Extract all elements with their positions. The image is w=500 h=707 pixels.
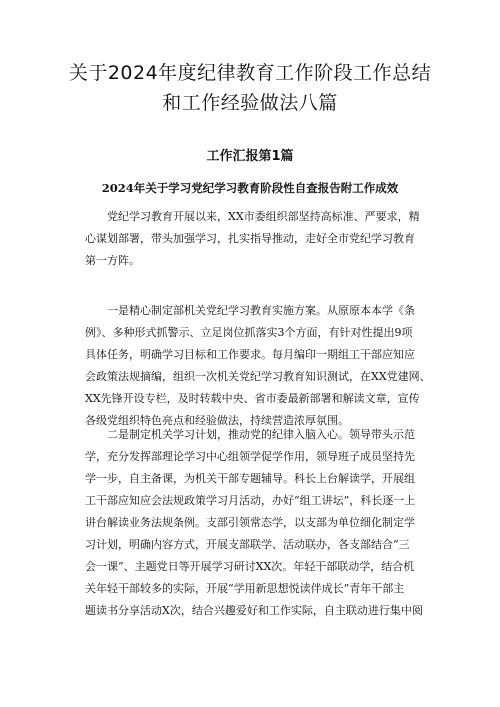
paragraph-line: 会一课”、主题党日等开展学习研讨XX次。年轻干部联动学，结合机 (85, 560, 415, 573)
paragraph-line: 第一方阵。 (85, 254, 140, 267)
paragraph-line: 习计划，明确内容方式，开展支部联学、活动联办，各支部结合“三 (85, 538, 410, 551)
paragraph-line: 学一步，自主备课，为机关干部专题辅导。科长上台解读学，开展组 (85, 472, 415, 485)
paragraph-line: 题读书分享活动X次，结合兴趣爱好和工作实际，自主联动进行集中阅 (85, 604, 423, 617)
paragraph-line: 心谋划部署，带头加强学习，扎实指导推动，走好全市党纪学习教育 (85, 232, 415, 245)
paragraph-line: 学，充分发挥部理论学习中心组领学促学作用，领导班子成员坚持先 (85, 450, 415, 463)
paragraph-line: 会政策法规摘编，组织一次机关党纪学习教育知识测试，在XX党建网、 (85, 370, 431, 383)
document-title-line-1: 关于2024年度纪律教育工作阶段工作总结 (68, 62, 432, 84)
paragraph-line: 具体任务，明确学习目标和工作要求。每月编印一期组工干部应知应 (85, 348, 415, 361)
paragraph-line: 一是精心制定部机关党纪学习教育实施方案。从原原本本学《条 (107, 304, 415, 317)
report-subheading: 2024年关于学习党纪学习教育阶段性自查报告附工作成效 (101, 181, 399, 195)
paragraph-line: 各级党组织特色亮点和经验做法，持续营造浓厚氛围。 (85, 414, 349, 427)
paragraph-point-two (85, 424, 423, 622)
paragraph-line: 讲台解读业务法规条例。支部引领常态学，以支部为单位细化制定学 (85, 516, 415, 529)
document-title (40, 58, 460, 118)
paragraph-line: 党纪学习教育开展以来，XX市委组织部坚持高标准、严要求，精 (107, 210, 420, 223)
paragraph-line: 二是制定机关学习计划，推动党的纪律入脑入心。领导带头示范 (107, 428, 415, 441)
section-heading: 工作汇报第1篇 (206, 149, 294, 164)
document-title-line-2: 和工作经验做法八篇 (162, 92, 338, 114)
paragraph-line: XX先锋开设专栏，及时转载中央、省市委最新部署和解读文章，宣传 (85, 392, 420, 405)
paragraph-line: 关年轻干部较多的实际，开展“学用新思想悦读伴成长”青年干部主 (85, 582, 405, 595)
paragraph-line: 工干部应知应会法规政策学习月活动，办好“组工讲坛”，科长逐一上 (85, 494, 416, 507)
paragraph-point-one (85, 300, 431, 432)
paragraph-intro (85, 206, 420, 272)
paragraph-line: 例》、多种形式抓警示、立足岗位抓落实3个方面，有针对性提出9项 (85, 326, 413, 339)
